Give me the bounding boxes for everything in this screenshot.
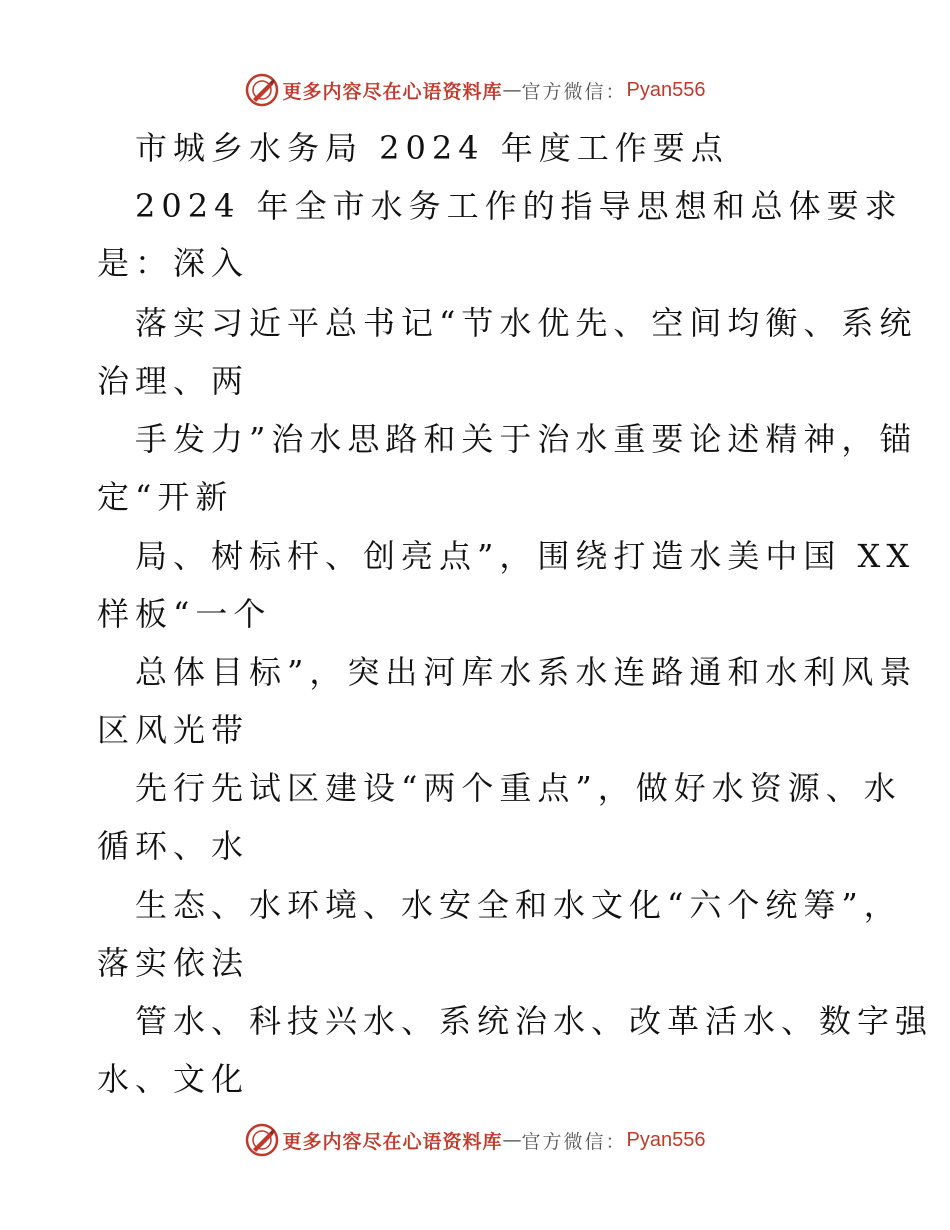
header-slogan: 更多内容尽在心语资料库 xyxy=(282,80,503,103)
document-line: 区风光带 xyxy=(97,711,250,749)
document-line: 总体目标”，突出河库水系水连路通和水利风景 xyxy=(135,653,918,691)
document-line: 2024 年全市水务工作的指导思想和总体要求 xyxy=(135,187,903,225)
document-line: 落实依法 xyxy=(97,944,250,982)
document-line: 是：深入 xyxy=(97,244,250,282)
header-banner xyxy=(0,70,950,110)
pen-logo-icon xyxy=(245,1123,279,1157)
document-line: 生态、水环境、水安全和水文化“六个统筹”， xyxy=(135,886,902,924)
document-line: 定“开新 xyxy=(97,478,234,516)
document-line: 循环、水 xyxy=(97,827,250,865)
document-line: 治理、两 xyxy=(97,362,250,400)
footer-dash: — xyxy=(502,1129,522,1151)
header-label: 官方微信： xyxy=(521,80,627,103)
header-dash: — xyxy=(502,79,522,101)
footer-slogan: 更多内容尽在心语资料库 xyxy=(282,1130,503,1153)
document-line: 样板“一个 xyxy=(97,595,272,633)
document-line: 手发力”治水思路和关于治水重要论述精神，锚 xyxy=(135,420,918,458)
footer-account: Pyan556 xyxy=(626,1128,706,1151)
document-line: 管水、科技兴水、系统治水、改革活水、数字强 xyxy=(135,1002,934,1040)
document-line: 水、文化 xyxy=(97,1060,250,1098)
document-line: 先行先试区建设“两个重点”，做好水资源、水 xyxy=(135,769,902,807)
document-title: 市城乡水务局 2024 年度工作要点 xyxy=(135,129,729,167)
document-line: 局、树标杆、创亮点”，围绕打造水美中国 XX xyxy=(135,537,916,575)
document-line: 落实习近平总书记“节水优先、空间均衡、系统 xyxy=(135,304,918,342)
header-account: Pyan556 xyxy=(626,78,706,101)
footer-banner xyxy=(0,1120,950,1160)
pen-logo-icon xyxy=(245,73,279,107)
footer-label: 官方微信： xyxy=(521,1130,627,1153)
